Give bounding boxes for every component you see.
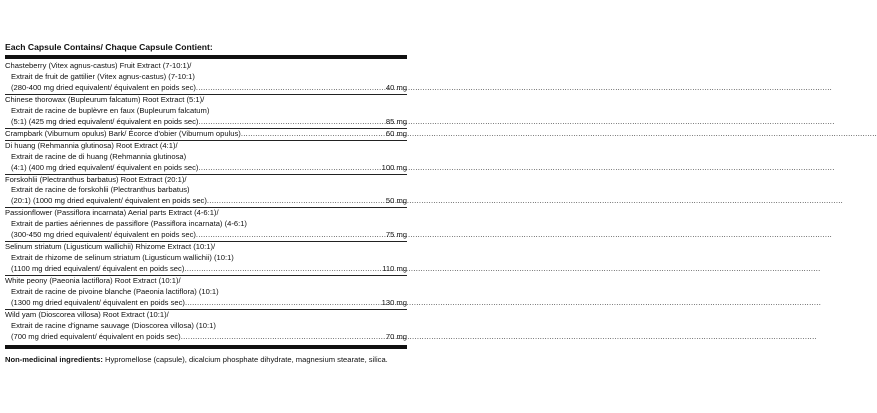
ingredient-text: Extrait de racine de pivoine blanche (Paeonia lactiflora) (10:1) bbox=[11, 287, 219, 297]
ingredient-line bbox=[5, 117, 407, 128]
ingredient-text: Wild yam (Dioscorea villosa) Root Extract (10:1)/ bbox=[5, 309, 169, 319]
ingredient-text: Chasteberry (Vitex agnus-castus) Fruit Extract (7-10:1)/ bbox=[5, 61, 192, 70]
panel-heading: Each Capsule Contains/ Chaque Capsule Contient: bbox=[5, 42, 213, 52]
ingredient-line bbox=[5, 72, 407, 83]
ingredient-text: Extrait de rhizome de selinum striatum (Ligusticum wallichii) (10:1) bbox=[11, 253, 234, 263]
ingredient-text: (4:1) (400 mg dried equivalent/ équivalent en poids sec) bbox=[11, 162, 199, 172]
ingredient-amount: 50 mg bbox=[385, 196, 407, 206]
dot-leader bbox=[196, 230, 385, 241]
ingredient-line bbox=[5, 264, 407, 275]
ingredient-text: (280-400 mg dried equivalent/ équivalent en poids sec) bbox=[11, 82, 196, 92]
ingredient-text: Di huang (Rehmannia glutinosa) Root Extract (4:1)/ bbox=[5, 140, 178, 150]
ingredient-entry bbox=[5, 207, 407, 241]
ingredient-amount: 85 mg bbox=[385, 116, 407, 126]
ingredient-line bbox=[5, 152, 407, 163]
ingredient-line bbox=[5, 95, 407, 106]
ingredient-line bbox=[5, 141, 407, 152]
ingredient-entry bbox=[5, 128, 407, 140]
ingredient-text: (20:1) (1000 mg dried equivalent/ équivalent en poids sec) bbox=[11, 196, 207, 206]
ingredient-line bbox=[5, 83, 407, 94]
ingredient-amount: 60 mg bbox=[385, 128, 407, 138]
ingredient-text: Extrait de racine de forskohlii (Plectranthus barbatus) bbox=[11, 185, 190, 195]
ingredient-text: Extrait de racine d'igname sauvage (Dioscorea villosa) (10:1) bbox=[11, 320, 216, 330]
heading-rule bbox=[5, 55, 407, 59]
dot-leader bbox=[198, 163, 380, 174]
ingredient-list bbox=[5, 61, 407, 343]
ingredient-line bbox=[5, 298, 407, 309]
dot-leader bbox=[198, 117, 384, 128]
ingredient-line bbox=[5, 163, 407, 174]
ingredient-text: Extrait de racine de di huang (Rehmannia glutinosa) bbox=[11, 151, 187, 161]
ingredient-entry bbox=[5, 241, 407, 275]
dot-leader bbox=[196, 83, 385, 94]
ingredient-line bbox=[5, 287, 407, 298]
ingredient-line bbox=[5, 208, 407, 219]
ingredient-line bbox=[5, 230, 407, 241]
ingredient-line bbox=[5, 332, 407, 343]
ingredient-line bbox=[5, 219, 407, 230]
ingredient-amount: 100 mg bbox=[381, 162, 407, 172]
supplement-facts-panel bbox=[5, 42, 407, 365]
ingredient-line bbox=[5, 61, 407, 72]
ingredient-text: White peony (Paeonia lactiflora) Root Extract (10:1)/ bbox=[5, 276, 181, 286]
dot-leader bbox=[185, 298, 381, 309]
ingredient-entry bbox=[5, 94, 407, 128]
dot-leader bbox=[184, 264, 381, 275]
dot-leader bbox=[241, 129, 385, 140]
ingredient-line bbox=[5, 253, 407, 264]
dot-leader bbox=[181, 332, 385, 343]
ingredient-text: Chinese thorowax (Bupleurum falcatum) Root Extract (5:1)/ bbox=[5, 94, 205, 104]
ingredient-text: (1100 mg dried equivalent/ équivalent en poids sec) bbox=[11, 264, 185, 274]
bottom-rule bbox=[5, 345, 407, 349]
ingredient-text: Extrait de parties aériennes de passiflore (Passiflora incarnata) (4-6:1) bbox=[11, 219, 247, 229]
ingredient-line bbox=[5, 185, 407, 196]
dot-leader bbox=[207, 196, 385, 207]
ingredient-amount: 75 mg bbox=[385, 230, 407, 240]
ingredient-text: (1300 mg dried equivalent/ équivalent en poids sec) bbox=[11, 298, 185, 308]
ingredient-line bbox=[5, 242, 407, 253]
ingredient-text: (700 mg dried equivalent/ équivalent en poids sec) bbox=[11, 331, 181, 341]
non-medicinal-label: Non-medicinal ingredients: bbox=[5, 354, 103, 364]
ingredient-entry bbox=[5, 174, 407, 208]
ingredient-line bbox=[5, 196, 407, 207]
ingredient-text: Crampbark (Viburnum opulus) Bark/ Écorce d'obier (Viburnum opulus) bbox=[5, 128, 241, 138]
ingredient-text: Selinum striatum (Ligusticum wallichii) Rhizome Extract (10:1)/ bbox=[5, 242, 216, 252]
ingredient-entry bbox=[5, 61, 407, 94]
ingredient-line bbox=[5, 321, 407, 332]
ingredient-entry bbox=[5, 140, 407, 174]
ingredient-amount: 40 mg bbox=[385, 82, 407, 92]
ingredient-text: Extrait de fruit de gattilier (Vitex agnus-castus) (7-10:1) bbox=[11, 71, 195, 81]
ingredient-amount: 110 mg bbox=[382, 264, 407, 274]
ingredient-text: Forskohlii (Plectranthus barbatus) Root Extract (20:1)/ bbox=[5, 174, 187, 184]
ingredient-amount: 130 mg bbox=[381, 298, 407, 308]
ingredient-line bbox=[5, 276, 407, 287]
ingredient-text: Passionflower (Passiflora incarnata) Aerial parts Extract (4-6:1)/ bbox=[5, 208, 219, 218]
ingredient-line bbox=[5, 310, 407, 321]
ingredient-text: (5:1) (425 mg dried equivalent/ équivalent en poids sec) bbox=[11, 116, 199, 126]
ingredient-entry bbox=[5, 275, 407, 309]
non-medicinal-ingredients bbox=[5, 354, 407, 365]
ingredient-line bbox=[5, 106, 407, 117]
ingredient-amount: 70 mg bbox=[385, 331, 407, 341]
non-medicinal-text: Hypromellose (capsule), dicalcium phosphate dihydrate, magnesium stearate, silica. bbox=[102, 354, 388, 364]
ingredient-text: Extrait de racine de buplèvre en faux (Bupleurum falcatum) bbox=[11, 105, 210, 115]
ingredient-entry bbox=[5, 309, 407, 343]
ingredient-text: (300-450 mg dried equivalent/ équivalent en poids sec) bbox=[11, 230, 196, 240]
ingredient-line bbox=[5, 129, 407, 140]
ingredient-line bbox=[5, 175, 407, 186]
